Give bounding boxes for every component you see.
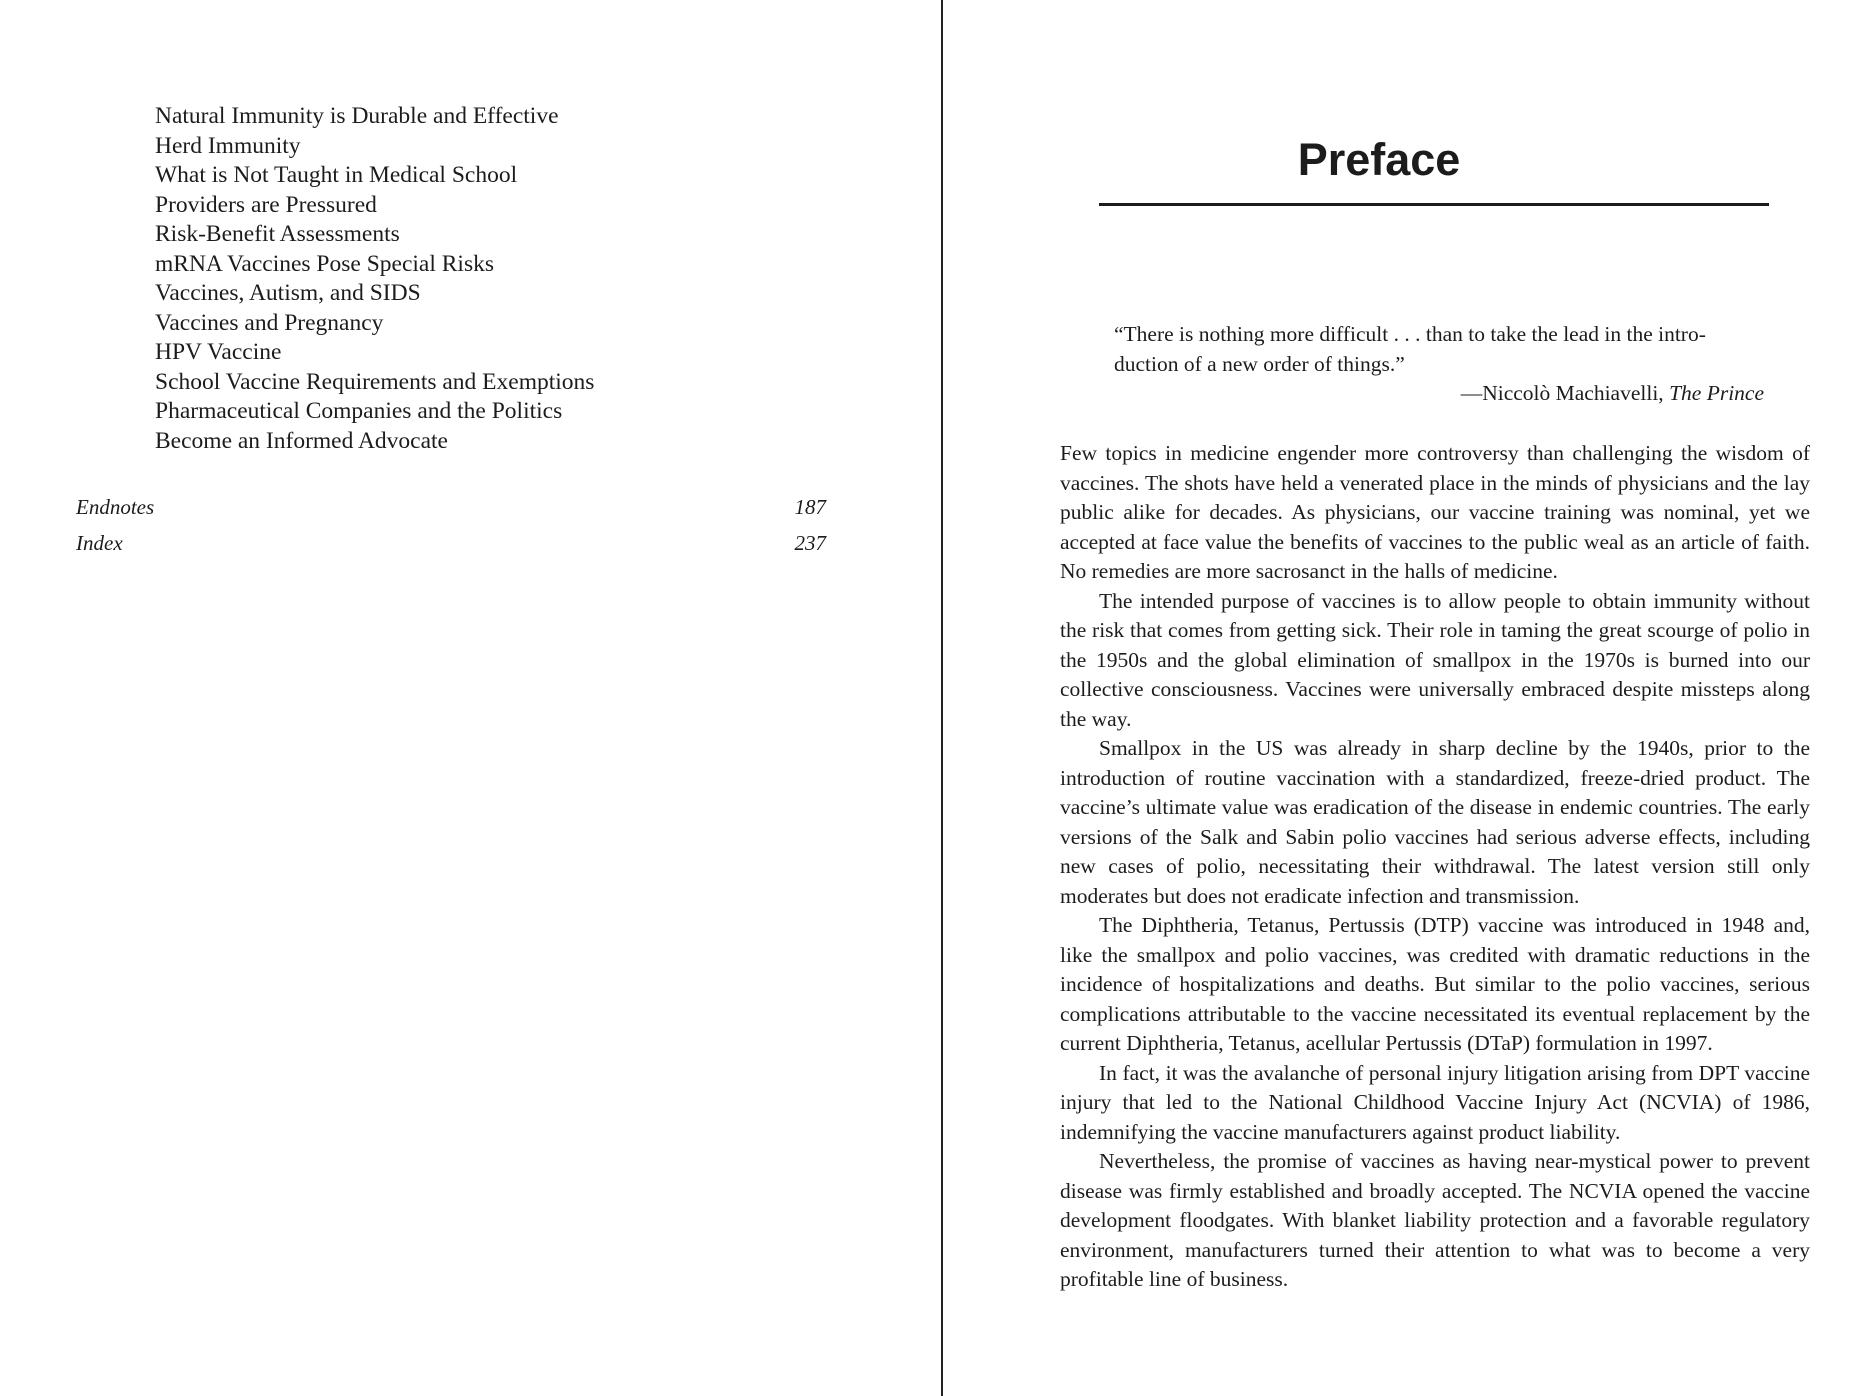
toc-subentry: Providers are Pressured: [155, 191, 377, 218]
toc-entry-page-number: 187: [794, 495, 826, 519]
chapter-title: Preface: [1297, 134, 1461, 185]
epigraph-attribution: [1114, 379, 1764, 409]
toc-subentry-list: [155, 102, 594, 456]
toc-subentry: Risk-Benefit Assessments: [155, 221, 400, 247]
toc-subentry: Vaccines and Pregnancy: [155, 309, 384, 336]
toc-subentry: Herd Immunity: [155, 132, 301, 159]
body-text: [1060, 439, 1810, 1295]
body-paragraph: Nevertheless, the promise of vaccines as having near-mystical power to prevent disease was firmly established and broadly accepted. The NCVIA opened the vaccine development floodgates. With blanket liability protection and a favorable regulatory environment, manufacturers turned their attention to what was to become a very profitable line of business.: [1060, 1149, 1810, 1291]
toc-subentry: Become an Informed Advocate: [155, 427, 448, 454]
toc-entry-label: Endnotes: [76, 495, 155, 519]
right-page: [944, 0, 1862, 1396]
toc-subentry: What is Not Taught in Medical School: [155, 162, 518, 188]
body-paragraph: In fact, it was the avalanche of personal injury litigation arising from DPT vaccine injury that led to the National Childhood Vaccine Injury Act (NCVIA) of 1986, indemnifying the vaccine manufacturers against product liability.: [1060, 1060, 1810, 1144]
epigraph-author: —Niccolò Machiavelli,: [1460, 381, 1670, 405]
epigraph-line: duction of a new order of things.”: [1114, 351, 1405, 376]
toc-subentry: Pharmaceutical Companies and the Politics: [155, 398, 563, 424]
toc-subentry: Natural Immunity is Durable and Effective: [155, 103, 559, 129]
body-paragraph: The Diphtheria, Tetanus, Pertussis (DTP) vaccine was introduced in 1948 and, like the smallpox and polio vaccines, was credited with dramatic reductions in the incidence of hospitalizations and deaths. But similar to the polio vaccines, serious complications attributable to the vaccine necessitated its eventual replacement by the current Diphtheria, Tetanus, acellular Pertussis (DTaP) formulation in 1997.: [1060, 913, 1810, 1055]
epigraph-line: “There is nothing more difficult . . . than to take the lead in the intro-: [1114, 322, 1706, 346]
toc-subentry: Vaccines, Autism, and SIDS: [155, 280, 421, 306]
toc-entry-label: Index: [76, 531, 123, 555]
epigraph: [1114, 320, 1764, 409]
body-paragraph: The intended purpose of vaccines is to allow people to obtain immunity without the risk that comes from getting sick. Their role in taming the great scourge of polio in the 1950s and the global elimination of smallpox in the 1970s is burned into our collective consciousness. Vaccines were universally embraced despite missteps along the way.: [1060, 588, 1810, 731]
epigraph-work-title: The Prince: [1669, 381, 1764, 405]
toc-subentry: mRNA Vaccines Pose Special Risks: [155, 250, 494, 277]
toc-subentry: HPV Vaccine: [155, 339, 282, 365]
toc-entry-page-number: 237: [794, 531, 826, 555]
body-paragraph: Few topics in medicine engender more controversy than challenging the wisdom of vaccines. The shots have held a venerated place in the minds of physicians and the lay public alike for decades. As physicians, our vaccine training was nominal, yet we accepted at face value the benefits of vaccines to the public weal as an article of faith. No remedies are more sacrosanct in the halls of medicine.: [1060, 441, 1810, 583]
body-paragraph: Smallpox in the US was already in sharp decline by the 1940s, prior to the introduction of routine vaccination with a standardized, freeze-dried product. The vaccine’s ultimate value was eradication of the disease in endemic countries. The early versions of the Salk and Sabin polio vaccines had serious adverse effects, including new cases of polio, necessitating their withdrawal. The latest version still only moderates but does not eradicate infection and transmission.: [1060, 736, 1810, 908]
toc-subentry: School Vaccine Requirements and Exemptions: [155, 368, 595, 395]
book-spine-divider: [941, 0, 943, 1396]
title-rule: [1099, 203, 1769, 206]
